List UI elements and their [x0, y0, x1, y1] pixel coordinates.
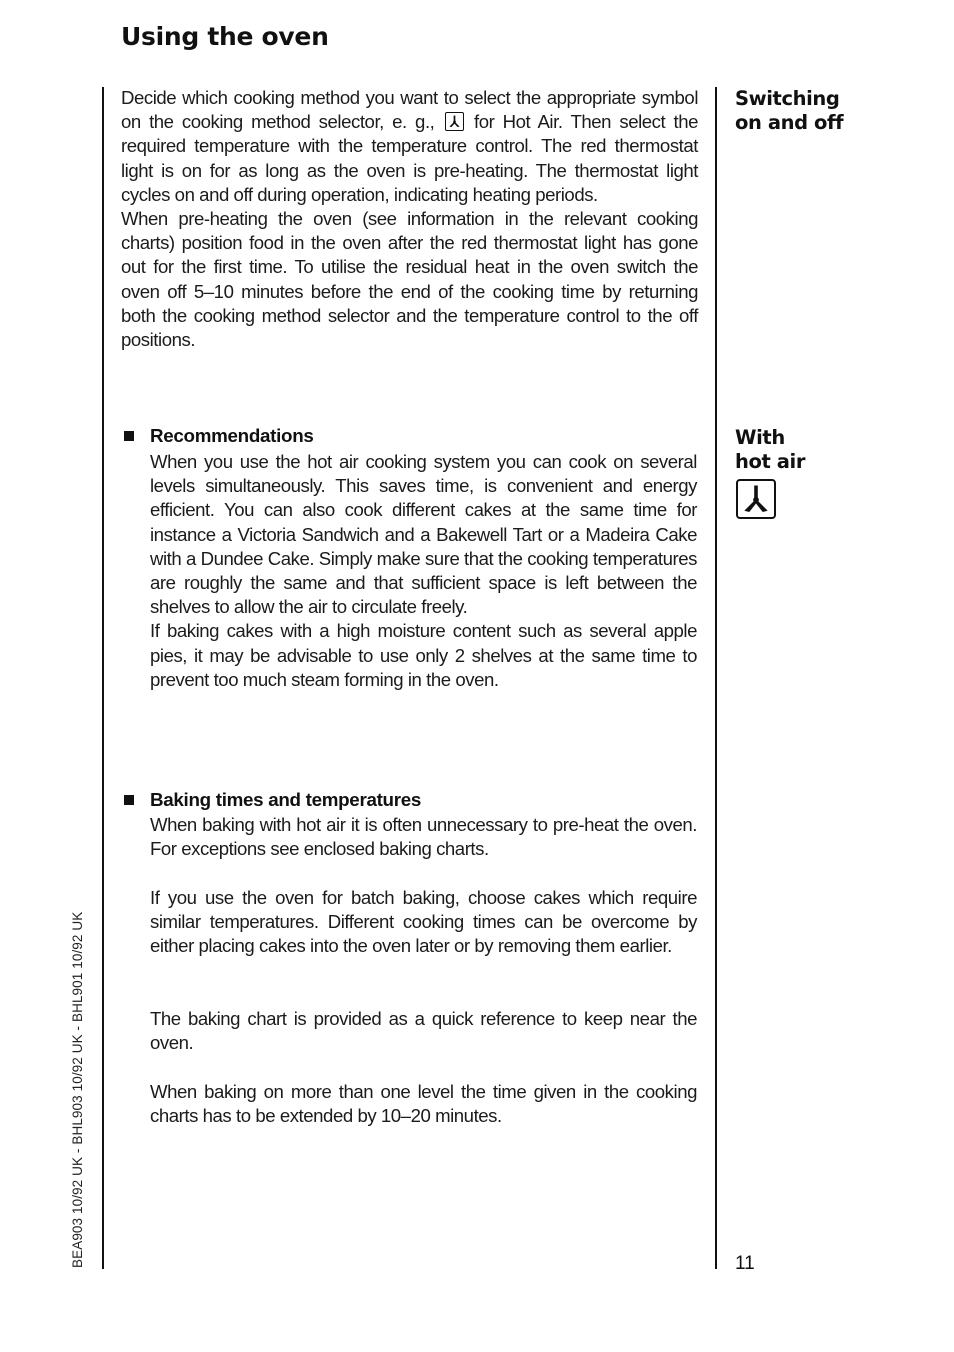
left-rule [102, 87, 104, 1269]
recommendations-heading [124, 425, 314, 447]
baking-paragraph-4: When baking on more than one level the time given in the cooking charts has to be extended by 10–20 minutes. [150, 1081, 697, 1127]
intro-paragraph-2: When pre-heating the oven (see information in the relevant cooking charts) position food in the oven after the red thermostat light has gone out for the first time. To utilise the residual heat in the oven switch the oven off 5–10 minutes before the end of the cooking time by returning both the cooking method selector and the temperature control to the off positions. [121, 208, 698, 351]
baking-paragraph-2: If you use the oven for batch baking, choose cakes which require similar temperatures. Different cooking times can be overcome by either placing cakes into the oven later or by removing them earlier. [150, 887, 697, 957]
document-code: BEA903 10/92 UK - BHL903 10/92 UK - BHL901 10/92 UK [70, 911, 85, 1268]
recommendations-paragraph-2: If baking cakes with a high moisture content such as several apple pies, it may be advisable to use only 2 shelves at the same time to prevent too much steam forming in the oven. [150, 620, 697, 690]
margin-heading-line: hot air [735, 450, 806, 473]
margin-heading-line: With [735, 426, 785, 449]
margin-heading-line: Switching [735, 87, 840, 110]
intro-text-a: Decide which cooking method you want to select the appropriate symbol on the cooking method selector, e. g., [121, 87, 698, 133]
margin-heading-line: on and off [735, 111, 844, 134]
intro-text [121, 86, 698, 352]
right-rule [715, 87, 717, 1269]
recommendations-paragraph-1: When you use the hot air cooking system you can cook on several levels simultaneously. This saves time, is convenient and energy efficient. You can also cook different cakes at the same time for instance a Victoria Sandwich and a Bakewell Tart or a Madeira Cake with a Dundee Cake. Simply make sure that the cooking temperatures are roughly the same and that sufficient space is left between the shelves to allow the air to circulate freely. [150, 451, 697, 618]
page-title: Using the oven [121, 22, 329, 51]
baking-paragraph-3: The baking chart is provided as a quick reference to keep near the oven. [150, 1008, 697, 1054]
intro-paragraph-1 [121, 87, 698, 205]
fan-icon [445, 112, 464, 131]
bullet-icon [124, 431, 134, 441]
margin-heading-switching [735, 87, 843, 135]
intro-text-b: for Hot Air. Then select the required temperature with the temperature control. The red thermostat light is on for as long as the oven is pre-heating. The thermostat light cycles on and off during operation, indicating heating periods. [121, 111, 699, 205]
baking-paragraph-1: When baking with hot air it is often unnecessary to pre-heat the oven. For exceptions see enclosed baking charts. [150, 814, 697, 860]
fan-icon [736, 479, 776, 519]
baking-heading-text: Baking times and temperatures [150, 789, 422, 810]
recommendations-body [150, 450, 697, 692]
bullet-icon [124, 795, 134, 805]
margin-heading-hot-air [735, 426, 805, 474]
page-number: 11 [735, 1253, 755, 1274]
baking-heading [124, 789, 421, 811]
recommendations-heading-text: Recommendations [150, 425, 314, 446]
